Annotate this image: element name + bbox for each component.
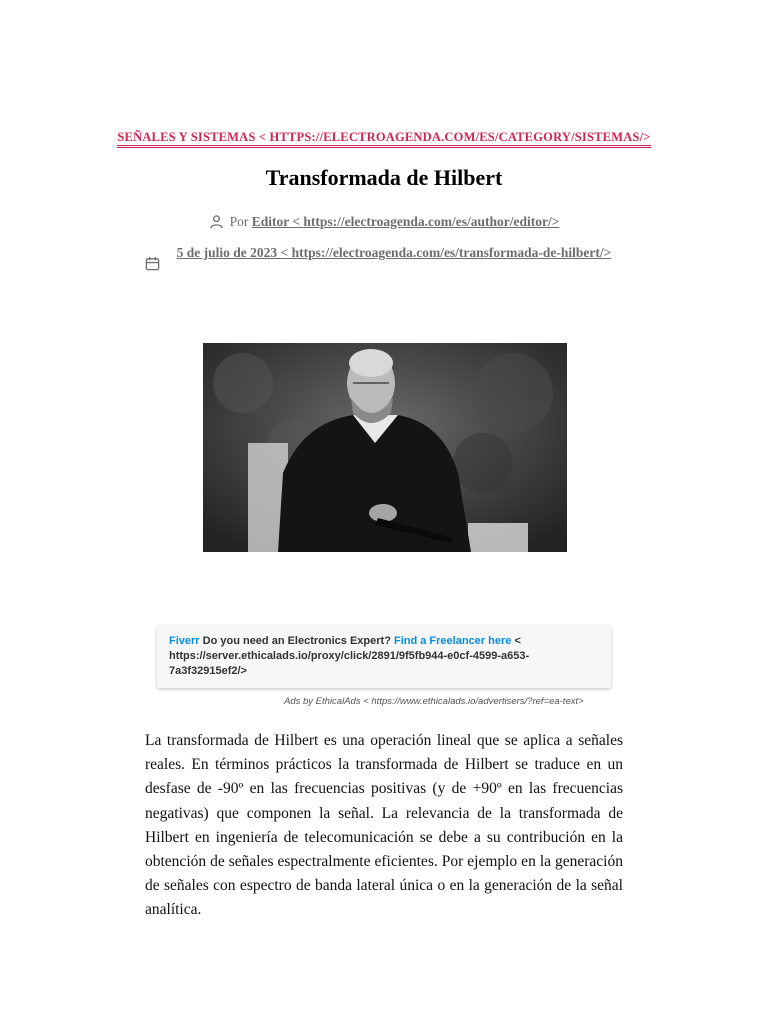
ad-cta-link[interactable]: Find a Freelancer here (393, 635, 512, 647)
ad-attribution[interactable]: Ads by EthicalAds < https://www.ethicalads.io/advertisers/?ref=ea-text> (284, 696, 584, 707)
category-breadcrumb (0, 128, 768, 146)
ad-text: Do you need an Electronics Expert? (202, 635, 391, 647)
category-link[interactable]: SEÑALES Y SISTEMAS < HTTPS://ELECTROAGENDA.COM/ES/CATEGORY/SISTEMAS/> (117, 130, 650, 148)
author-link[interactable]: Editor < https://electroagenda.com/es/author/editor/> (251, 214, 560, 229)
author-prefix: Por (229, 214, 249, 229)
post-date (145, 244, 623, 262)
ad-banner[interactable] (157, 626, 611, 688)
post-author (0, 214, 768, 233)
page-title: Transformada de Hilbert (265, 165, 503, 190)
user-icon (209, 214, 224, 233)
date-link[interactable]: 5 de julio de 2023 < https://electroagenda.com/es/transformada-de-hilbert/> (176, 245, 612, 260)
ad-brand[interactable]: Fiverr (169, 635, 200, 647)
calendar-icon (145, 256, 160, 275)
article-paragraph: La transformada de Hilbert es una operación lineal que se aplica a señales reales. En términos prácticos la transformada de Hilbert se traduce en un desfase de -90º en las frecuencias positivas (y de +90º en las frecuencias negativas) que componen la señal. La relevancia de la transformada de Hilbert en ingeniería de telecomunicación se debe a su contribución en la obtención de señales espectralmente eficientes. Por ejemplo en la generación de señales con espectro de banda lateral única o en la generación de la señal analítica. (145, 732, 623, 919)
featured-image (203, 343, 567, 552)
ad-url: < https://server.ethicalads.io/proxy/click/2891/9f5fb944-e0cf-4599-a653-7a3f32915ef2/> (169, 635, 530, 677)
